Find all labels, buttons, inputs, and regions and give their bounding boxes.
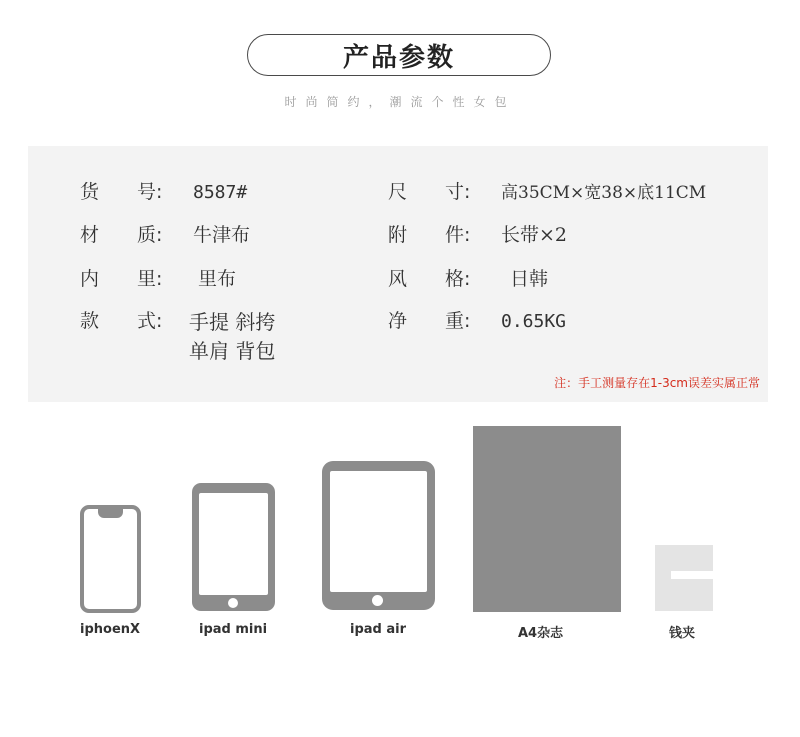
ipad-air-icon xyxy=(322,461,435,610)
spec-label: 格: xyxy=(445,268,471,290)
spec-value: 牛津布 xyxy=(193,224,251,246)
subtitle: 时尚简约，潮流个性女包 xyxy=(284,95,516,109)
spec-value: 单肩 背包 xyxy=(189,339,276,363)
wallet-icon xyxy=(655,545,713,611)
spec-value: 日韩 xyxy=(510,268,549,290)
iphone-icon xyxy=(80,505,141,613)
spec-label: 重: xyxy=(445,310,471,332)
spec-style-values xyxy=(189,308,275,366)
spec-style-name xyxy=(388,264,548,291)
spec-value: 8587# xyxy=(193,182,248,203)
spec-value: 0.65KG xyxy=(501,311,567,332)
spec-label: 尺 xyxy=(388,181,408,203)
page-title xyxy=(247,34,551,76)
spec-label: 里: xyxy=(137,268,163,290)
ipad-mini-icon xyxy=(192,483,275,611)
spec-value: 长带×2 xyxy=(501,224,568,246)
spec-size xyxy=(388,177,706,204)
device-caption: ipad air xyxy=(350,622,407,637)
spec-lining xyxy=(80,264,236,291)
device-caption: ipad mini xyxy=(199,622,268,637)
spec-accessory xyxy=(388,220,567,247)
spec-label: 件: xyxy=(445,224,471,246)
page-title-text: 产品参数 xyxy=(342,42,455,73)
spec-item-no xyxy=(80,177,247,204)
spec-label: 寸: xyxy=(445,181,471,203)
device-caption: A4杂志 xyxy=(518,626,564,641)
a4-magazine-icon xyxy=(473,426,621,612)
spec-label: 货 xyxy=(80,181,100,203)
spec-value: 手提 斜挎 xyxy=(189,310,276,334)
spec-label: 款 xyxy=(80,310,100,332)
spec-label: 内 xyxy=(80,268,100,290)
spec-label: 质: xyxy=(137,224,163,246)
spec-label: 材 xyxy=(80,224,100,246)
device-caption: 钱夹 xyxy=(669,626,696,641)
device-caption: iphoenX xyxy=(80,622,141,637)
spec-label: 号: xyxy=(137,181,163,203)
spec-value: 里布 xyxy=(198,268,237,290)
spec-weight xyxy=(388,306,566,333)
spec-value: 高35CM×宽38×底11CM xyxy=(501,183,707,203)
spec-material xyxy=(80,220,250,247)
spec-style xyxy=(80,306,193,333)
spec-label: 附 xyxy=(388,224,408,246)
spec-label: 式: xyxy=(137,310,163,332)
measurement-note: 注：手工测量存在1-3cm误差实属正常 xyxy=(554,376,760,390)
spec-label: 风 xyxy=(388,268,408,290)
spec-label: 净 xyxy=(388,310,408,332)
